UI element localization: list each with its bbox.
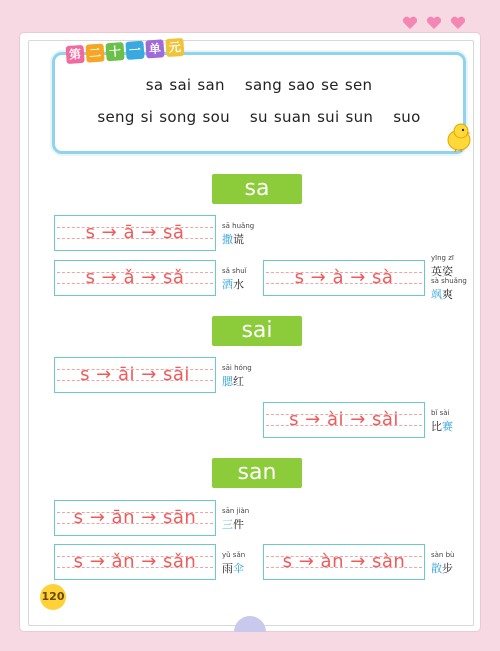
pinyin-box [263, 544, 425, 580]
word-hanzi: 散步 [431, 562, 453, 575]
word-pinyin: sà shuǎng [431, 277, 467, 285]
pinyin-spelling: s → ā → sā [85, 222, 185, 243]
syllable: song [159, 108, 197, 126]
word-hanzi: 飒爽 [431, 288, 453, 301]
pinyin-spelling: s → àn → sàn [282, 551, 406, 572]
word-hanzi: 雨伞 [222, 562, 244, 575]
chick-icon [446, 122, 472, 152]
word-hanzi: 三件 [222, 518, 244, 531]
syllable: sui [317, 108, 340, 126]
section-header-sa: sa [212, 174, 302, 204]
word-hanzi: 比赛 [431, 420, 453, 433]
syllable: se [321, 76, 339, 94]
heart-icon [450, 16, 466, 30]
syllable: sai [169, 76, 192, 94]
syllable: sang [244, 76, 283, 94]
pinyin-spelling: s → à → sà [294, 267, 394, 288]
example-word [431, 254, 471, 279]
syllable: suan [273, 108, 312, 126]
word-pinyin: sā huǎng [222, 222, 255, 230]
pinyin-box [263, 402, 425, 438]
unit-title-char: 第 [66, 45, 85, 64]
example-word [431, 409, 471, 434]
example-word [431, 551, 471, 576]
word-pinyin: yǔ sǎn [222, 551, 246, 559]
example-word [431, 277, 471, 302]
section-header-san: san [212, 458, 302, 488]
syllable-row-1 [52, 76, 466, 94]
pinyin-box [54, 544, 216, 580]
unit-title-char: 一 [125, 41, 144, 60]
pinyin-box [263, 260, 425, 296]
syllable: sao [288, 76, 316, 94]
unit-title-char: 元 [165, 38, 184, 57]
word-pinyin: sǎ shuǐ [222, 267, 247, 275]
word-pinyin: sàn bù [431, 551, 455, 559]
heart-icon [426, 16, 442, 30]
page-number: 120 [40, 584, 66, 610]
pinyin-spelling: s → ǎn → sǎn [73, 551, 197, 572]
unit-title-char: 十 [105, 42, 124, 61]
pinyin-box [54, 500, 216, 536]
word-pinyin: sāi hóng [222, 364, 252, 372]
syllable: san [197, 76, 225, 94]
pinyin-spelling: s → āi → sāi [80, 364, 190, 385]
example-word [222, 222, 262, 247]
example-word [222, 364, 262, 389]
unit-title-char: 单 [145, 39, 164, 58]
heart-icon [402, 16, 418, 30]
pinyin-box [54, 357, 216, 393]
syllable: su [249, 108, 268, 126]
syllable-group [247, 108, 376, 126]
section-header-sai: sai [212, 316, 302, 346]
syllable-row-2 [52, 108, 466, 126]
syllable: sa [145, 76, 164, 94]
hearts-decoration [402, 16, 466, 30]
syllable: sen [344, 76, 373, 94]
syllable-group [143, 76, 228, 94]
syllable: sun [345, 108, 374, 126]
syllable: suo [393, 108, 421, 126]
word-hanzi: 撒谎 [222, 233, 244, 246]
syllable-group [94, 108, 233, 126]
unit-title-char: 二 [85, 43, 104, 62]
pinyin-spelling: s → ān → sān [73, 507, 197, 528]
syllable-group [390, 108, 423, 126]
example-word [222, 267, 262, 292]
syllable: seng [97, 108, 135, 126]
unit-syllable-box [52, 52, 466, 154]
pinyin-box [54, 215, 216, 251]
syllable-group [242, 76, 375, 94]
word-hanzi: 腮红 [222, 375, 244, 388]
word-hanzi: 洒水 [222, 278, 244, 291]
pinyin-spelling: s → ǎ → sǎ [85, 267, 185, 288]
pinyin-spelling: s → ài → sài [289, 409, 399, 430]
word-pinyin: yīng zī [431, 254, 454, 262]
word-hanzi: 英姿 [431, 265, 453, 278]
example-word [222, 507, 262, 532]
syllable: sou [202, 108, 230, 126]
word-pinyin: sān jiàn [222, 507, 250, 515]
example-word [222, 551, 262, 576]
syllable: si [140, 108, 154, 126]
pinyin-box [54, 260, 216, 296]
word-pinyin: bǐ sài [431, 409, 450, 417]
